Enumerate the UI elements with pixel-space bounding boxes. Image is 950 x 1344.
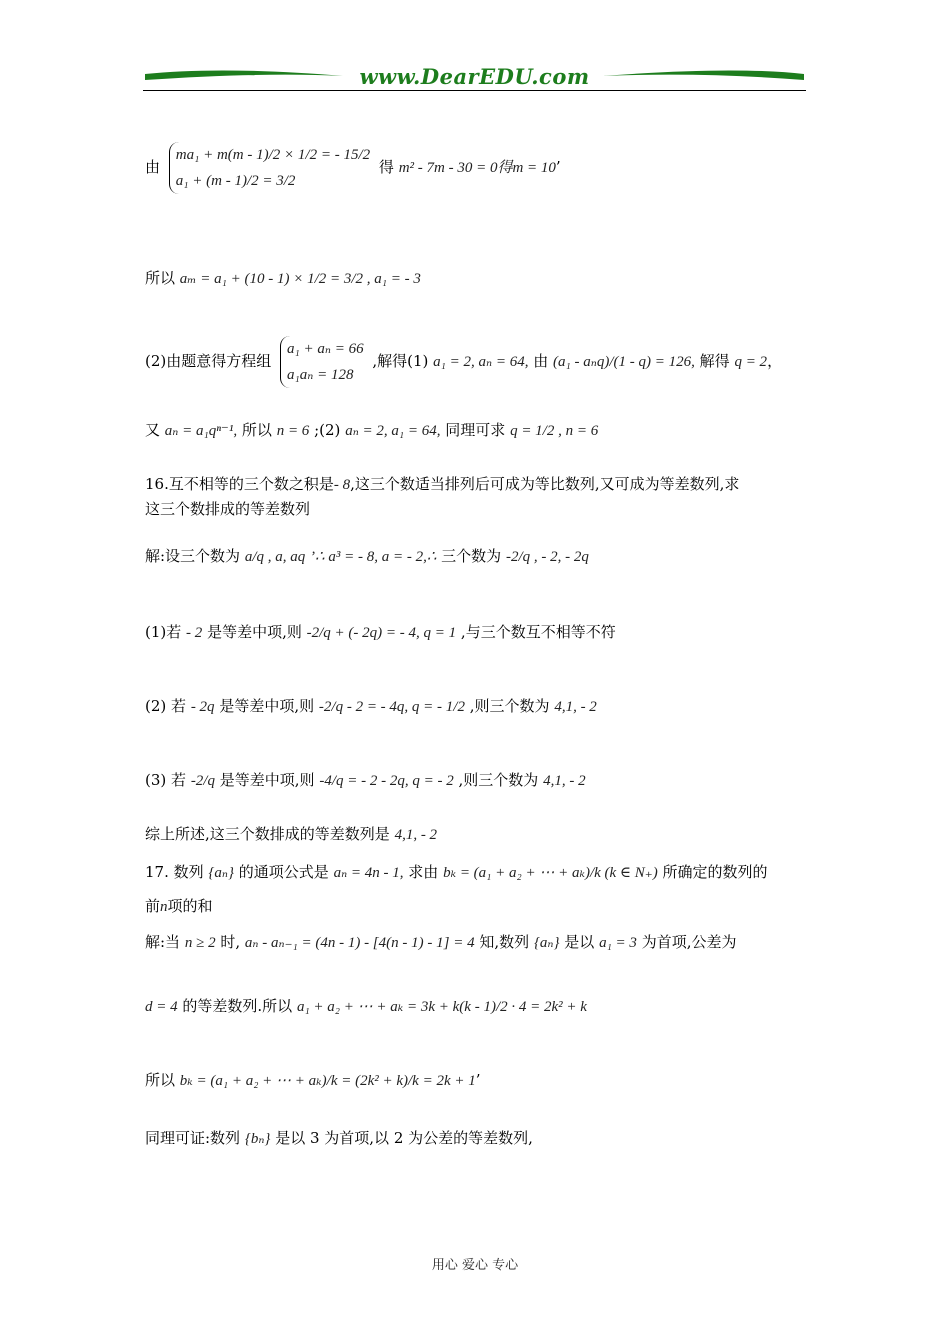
math-expression: ’∴ a³ = - 8, a = - 2,∴ bbox=[310, 549, 437, 565]
text: 所以 bbox=[241, 421, 272, 439]
text: 同理可求 bbox=[445, 421, 506, 439]
solution-17-line-1 bbox=[145, 932, 737, 953]
solution-17-line-2 bbox=[145, 996, 587, 1017]
math-expression: (a₁ - aₙq)/(1 - q) = 126, bbox=[553, 354, 695, 370]
text: 是以 3 为首项,以 2 为公差的等差数列, bbox=[275, 1129, 533, 1147]
math-expression: n ≥ 2 bbox=[184, 935, 216, 951]
text: ,则三个数为 bbox=[458, 771, 539, 789]
problem-16-line-1 bbox=[145, 474, 739, 495]
problem-17-line-1 bbox=[145, 862, 768, 883]
case-2-line bbox=[145, 696, 597, 717]
math-expression: -2/q + (- 2q) = - 4, q = 1 bbox=[306, 625, 457, 641]
math-expression: 4,1, - 2 bbox=[543, 773, 586, 789]
math-expression: a₁ = 3 bbox=[599, 935, 637, 951]
equation-system bbox=[169, 142, 370, 194]
math-expression: q = 1/2 , n = 6 bbox=[510, 423, 599, 439]
math-expression: - 8 bbox=[333, 477, 351, 493]
text: 知,数列 bbox=[479, 933, 530, 951]
text: 所确定的数列的 bbox=[662, 863, 768, 881]
text: 16.互不相等的三个数之积是 bbox=[145, 475, 334, 493]
math-expression: a₁ = 2, aₙ = 64, bbox=[433, 354, 529, 370]
math-expression: q = 2 bbox=[734, 354, 768, 370]
case-3-line bbox=[145, 770, 586, 791]
solution-line-1 bbox=[145, 142, 561, 194]
text: (3) 若 bbox=[145, 771, 187, 789]
math-expression: - 2 bbox=[186, 625, 203, 641]
text: 是等差中项,则 bbox=[219, 771, 315, 789]
text: 的等差数列.所以 bbox=[182, 997, 293, 1015]
math-expression: -2/q bbox=[190, 773, 215, 789]
text: 由 bbox=[533, 352, 549, 370]
text: ,解得(1) bbox=[372, 352, 429, 370]
text: 解:当 bbox=[145, 933, 181, 951]
text: (1)若 bbox=[145, 623, 182, 641]
conclusion-line bbox=[145, 824, 437, 845]
text: ,这三个数适当排列后可成为等比数列,又可成为等差数列,求 bbox=[350, 475, 740, 493]
math-expression: aₙ = a₁qⁿ⁻¹, bbox=[164, 423, 238, 439]
text: ,则三个数为 bbox=[469, 697, 550, 715]
math-expression: -4/q = - 2 - 2q, q = - 2 bbox=[319, 773, 454, 789]
text: 同理可证:数列 bbox=[145, 1129, 241, 1147]
text: 得 bbox=[378, 158, 394, 176]
text: (2) 若 bbox=[145, 697, 187, 715]
math-expression: - 2q bbox=[190, 699, 215, 715]
text: 求由 bbox=[408, 863, 439, 881]
text: 所以 bbox=[145, 269, 176, 287]
text: 综上所述,这三个数排成的等差数列是 bbox=[145, 825, 390, 843]
math-expression: a₁ + a₂ + ⋯ + aₖ = 3k + k(k - 1)/2 · 4 = 2k² + k bbox=[296, 999, 587, 1015]
text: ,与三个数互不相等不符 bbox=[460, 623, 616, 641]
text: 解:设三个数为 bbox=[145, 547, 241, 565]
solution-line-4 bbox=[145, 420, 598, 441]
equation-row: a₁ + aₙ = 66 bbox=[287, 341, 364, 357]
math-expression: {bₙ} bbox=[244, 1131, 271, 1147]
header-rule bbox=[143, 90, 806, 91]
text: ， bbox=[767, 352, 783, 370]
header-banner bbox=[143, 62, 806, 92]
text: 是等差中项,则 bbox=[207, 623, 302, 641]
math-expression: aₙ = 4n - 1, bbox=[333, 865, 404, 881]
math-expression: m² - 7m - 30 = 0得m = 10 bbox=[398, 160, 556, 176]
text: ;(2) bbox=[314, 421, 341, 439]
equation-row: a₁ + (m - 1)/2 = 3/2 bbox=[175, 173, 296, 189]
text: 时, bbox=[220, 933, 241, 951]
equation-row: a₁aₙ = 128 bbox=[287, 367, 354, 383]
math-expression: bₖ = (a₁ + a₂ + ⋯ + aₖ)/k (k ∈ N₊) bbox=[443, 865, 658, 881]
text: 为首项,公差为 bbox=[641, 933, 737, 951]
math-expression: n bbox=[160, 899, 168, 915]
text: 又 bbox=[145, 421, 161, 439]
math-expression: aₙ - aₙ₋₁ = (4n - 1) - [4(n - 1) - 1] = 4 bbox=[244, 935, 475, 951]
site-logo-text: www.DearEDU.com bbox=[359, 64, 590, 89]
text: ’ bbox=[555, 158, 561, 176]
text: 项的和 bbox=[167, 897, 213, 915]
math-expression: bₖ = (a₁ + a₂ + ⋯ + aₖ)/k = (2k² + k)/k = 2k + 1 bbox=[179, 1073, 476, 1089]
math-expression: {aₙ} bbox=[208, 865, 234, 881]
equation-system bbox=[280, 336, 364, 388]
text: 所以 bbox=[145, 1071, 176, 1089]
math-expression: {aₙ} bbox=[533, 935, 560, 951]
solution-17-line-4 bbox=[145, 1128, 533, 1149]
math-expression: a/q , a, aq bbox=[244, 549, 306, 565]
math-expression: aₘ = a₁ + (10 - 1) × 1/2 = 3/2 , a₁ = - 3 bbox=[179, 271, 421, 287]
text: 解得 bbox=[699, 352, 730, 370]
math-expression: n = 6 bbox=[276, 423, 310, 439]
solution-line-2 bbox=[145, 268, 421, 289]
text: ’ bbox=[475, 1071, 481, 1089]
text: 是以 bbox=[564, 933, 595, 951]
text: 17. 数列 bbox=[145, 863, 204, 881]
math-expression: d = 4 bbox=[145, 999, 178, 1015]
text: 是等差中项,则 bbox=[219, 697, 315, 715]
text: 三个数为 bbox=[441, 547, 502, 565]
text: 前 bbox=[145, 897, 161, 915]
math-expression: 4,1, - 2 bbox=[554, 699, 597, 715]
problem-17-line-2 bbox=[145, 896, 213, 917]
page-footer: 用心 爱心 专心 bbox=[431, 1258, 519, 1273]
math-expression: 4,1, - 2 bbox=[394, 827, 438, 843]
solution-17-line-3 bbox=[145, 1070, 481, 1091]
problem-16-line-2: 这三个数排成的等差数列 bbox=[145, 500, 311, 518]
text: (2)由题意得方程组 bbox=[145, 352, 272, 370]
text: 的通项公式是 bbox=[238, 863, 329, 881]
case-1-line bbox=[145, 622, 616, 643]
math-expression: aₙ = 2, a₁ = 64, bbox=[345, 423, 441, 439]
math-expression: -2/q , - 2, - 2q bbox=[505, 549, 589, 565]
math-expression: -2/q - 2 = - 4q, q = - 1/2 bbox=[318, 699, 465, 715]
solution-16-line-1 bbox=[145, 546, 589, 567]
solution-line-3 bbox=[145, 336, 782, 388]
text: 由 bbox=[145, 158, 161, 176]
equation-row: ma₁ + m(m - 1)/2 × 1/2 = - 15/2 bbox=[175, 147, 371, 163]
